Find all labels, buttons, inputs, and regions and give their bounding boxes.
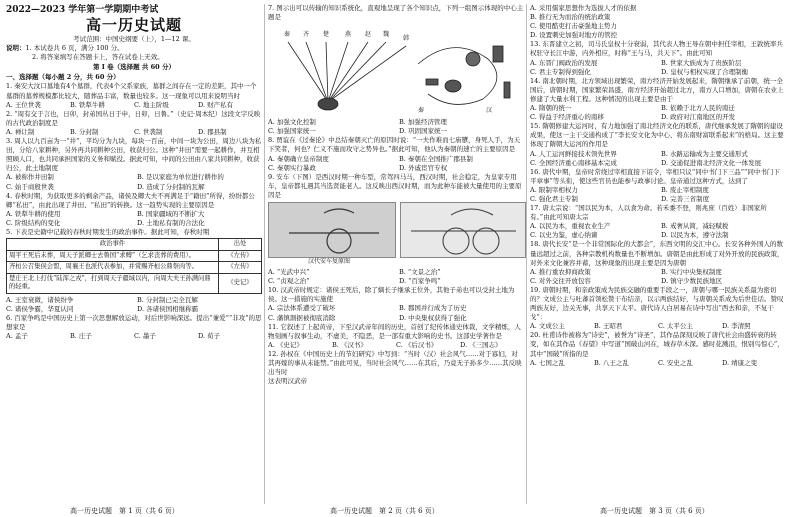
option[interactable]: A. 加强文化控制 <box>268 118 316 127</box>
option[interactable]: B. 铁犁牛耕 <box>70 100 105 109</box>
option[interactable]: D. 靖康之变 <box>722 358 758 367</box>
option[interactable]: A. 文成公主 <box>530 322 565 331</box>
option[interactable]: B. 推行无为而治的统治政策 <box>530 13 611 22</box>
column-divider <box>526 4 527 504</box>
option[interactable]: B. 世家大族成为了贵族阶层 <box>661 58 742 67</box>
question-12: 12. 孙权在《中国历史上的节妇研究》中写到：“当时（汉）社会风气……对于寡妇，对其再嫁的事从未能禁。”由此可见，当时社会风气……在其后，乃竟无子孙多少……其反映出当时 <box>268 349 522 377</box>
option[interactable]: B. 郡国并行成为了历史 <box>399 304 467 313</box>
state-label: 楚 <box>323 31 330 39</box>
option[interactable]: C. 得益于经济重心的南移 <box>530 113 604 122</box>
question-17: 17. 唐太宗说：“国以民为本，人以食为命。若禾黍不登，则兆庶（百姓）非国家所有。”由此可知唐太宗 <box>530 204 767 222</box>
option[interactable]: C. 《后汉书》 <box>396 340 438 349</box>
question-13: 13. 东晋建立之初，司马氏皇权十分衰弱，其代表人物王导在朝中担任宰相，王敦统率兵权驻守长江中游，内外相应，时称“王与马，共天下”。由此可知 <box>530 40 783 58</box>
option[interactable]: D. 设置刺史加强对地方的管控 <box>530 31 618 40</box>
option[interactable]: A. 七国之乱 <box>530 358 565 367</box>
option[interactable]: B. 水路运输成为主要交通形式 <box>661 149 748 158</box>
option[interactable]: C. 加强国家统一 <box>268 127 316 136</box>
option[interactable]: A. 王室衰微，诸侯纷争 <box>6 296 74 305</box>
question-11-options <box>268 341 524 350</box>
option[interactable]: B. 戒奢从简，减轻赋税 <box>661 222 729 231</box>
table-cell: 齐桓公召集侯会盟，周襄王也派代表参加，并赏赐齐桓公鼎祭肉等。 <box>7 262 219 274</box>
option[interactable]: B. 加强经济管理 <box>399 118 447 127</box>
option[interactable]: A. 人工运河鲜接技术领先世界 <box>530 149 617 158</box>
option[interactable]: D. 土地私有制的合法化 <box>137 218 205 227</box>
column-3 <box>530 4 786 368</box>
option[interactable]: D. 皇权与相权实现了合理制衡 <box>661 67 749 76</box>
option[interactable]: B. 依赖于北方人民的南迁 <box>661 104 735 113</box>
option[interactable]: D. 《三国志》 <box>460 340 502 349</box>
option[interactable]: B. 八王之乱 <box>594 358 629 367</box>
question-14: 14. 南北朝时期，北方领域出现繁荣，南方经济开始发展起来，隋朝继承了前朝，统一全国后，唐朝时期，国家繁荣昌盛，南方经济开始超过北方，南方人口增加，唐朝在农业上修建了大量水利工程。这种情况的出现主要是由于 <box>530 76 784 103</box>
state-label: 齐 <box>303 31 310 39</box>
option[interactable]: A. 《史记》 <box>268 340 303 349</box>
option[interactable]: D. 中央集权获得了强化 <box>399 313 467 322</box>
option[interactable]: C. 秦朝实行暴政 <box>268 163 316 172</box>
question-19: 19. 唐朝时期，和亲政策成为民族交融的重要手段之一，唐朝与哪一民族关系最为密切的？文成公主与吐蕃首领松赞干布结亲，以示两族结好，与唐朝关系成为后世佳话。赞叹两族友好，边关无事，共享天下太平。唐代诗人白居易在诗中写出“西去和亲，不复干戈”： <box>530 285 784 322</box>
option[interactable]: A. 推行重农抑商政策 <box>530 267 591 276</box>
column-1 <box>6 4 262 342</box>
option[interactable]: A. 禅让制 <box>6 127 35 136</box>
option[interactable]: C. 世袭制 <box>134 127 163 136</box>
option[interactable]: C. 藩镇割据被彻底消除 <box>268 313 336 322</box>
option[interactable]: D. 镇守少数民族地区 <box>661 276 723 285</box>
events-table <box>6 238 262 294</box>
question-3: 3. 周人以九百亩为一“井”，平均分为九块，每块一百亩，中间一块为公田，周边八块为私田，分给八家耕种，另外再共同耕种公田，收获归公。这种“井田”需要一起耕作，并互相照顾人口，也共同承担国家的义务和赋役。据此可知，中间的公田由八家共同耕种，收获归公，此土地制度 <box>6 137 262 173</box>
state-label: 汉 <box>486 107 493 115</box>
option[interactable]: A. “光武中兴” <box>268 268 310 277</box>
option[interactable]: C. 全国经济重心南移基本完成 <box>530 158 617 167</box>
option[interactable]: B. 秦朝在全国推广郡县制 <box>399 154 473 163</box>
table-cell: 《左传》 <box>219 262 262 274</box>
question-4-options <box>6 210 262 228</box>
option[interactable]: B. 国家疆域的不断扩大 <box>137 209 205 218</box>
table-cell: 周平王死后未葬，周天子派卿士去鲁国“求赙”（乞求丧葬的费用）。 <box>7 250 219 262</box>
page-footer-1: 高一历史试题 第 1 页（共 6 页） <box>70 507 179 515</box>
question-6-options <box>6 332 262 341</box>
option[interactable]: A. 铁犁牛耕的使用 <box>6 209 61 218</box>
question-7: 7. 图示出可以传输的知识系统化，直观地呈现了各个知识点，下列一组图示体现的中心主题是 <box>268 4 524 22</box>
option[interactable]: D. 以民为本，遵守法制 <box>661 231 729 240</box>
column-divider <box>264 4 265 504</box>
option[interactable]: D. 交通促进南北经济文化一体发展 <box>661 158 762 167</box>
state-label: 韩 <box>403 35 410 43</box>
option[interactable]: B. 是以家庭为单位进行耕作的 <box>137 173 224 182</box>
question-15: 15. 隋朝修建大运河时，有力地加强了南北经济文化的联系，唐代继承发展了隋朝的建设成果，使这一主干交通构成了“李长安文化为中心、将东南财富联系起来”的格局。这主要体现了隋朝大运河的作用是 <box>530 122 784 149</box>
question-12-tail: 这表明汉武帝 <box>268 377 307 386</box>
exam-year-line: 2022—2023 学年第一学期期中考试 <box>6 5 159 15</box>
option[interactable]: C. 阶级结构的变化 <box>6 218 61 227</box>
table-cell: 《左传》 <box>219 250 262 262</box>
option[interactable]: B. 分封制已完全瓦解 <box>137 296 198 305</box>
state-label: 秦 <box>284 31 291 39</box>
option[interactable]: C. 使用酷吏打击豪强地主势力 <box>530 22 617 31</box>
table-header: 政治事件 <box>7 239 219 251</box>
state-label: 秦 <box>418 107 425 115</box>
option[interactable]: C. 始于商殷世袭 <box>6 182 54 191</box>
question-15-options <box>530 150 786 168</box>
option[interactable]: A. 王位世袭 <box>6 100 41 109</box>
option[interactable]: A. 隋朝的统一 <box>530 104 572 113</box>
option[interactable]: A. 宗法体系遭受了破坏 <box>268 304 336 313</box>
option[interactable]: C. 地主阶级 <box>134 100 169 109</box>
option[interactable]: D. 各诸侯国相继称霸 <box>137 305 199 314</box>
option[interactable]: C. 对外交往开放包容 <box>530 276 591 285</box>
option[interactable]: B. 庄子 <box>70 332 92 341</box>
option[interactable]: D. 造成了分封制的瓦解 <box>137 182 205 191</box>
notes-label: 说明： <box>6 44 26 53</box>
option[interactable]: C. 以史为鉴，虚心纳谏 <box>530 231 598 240</box>
table-cell: 《史记》 <box>219 273 262 293</box>
option[interactable]: D. 外戚宦官专权 <box>399 163 448 172</box>
note-2: 2. 将答案填写在答题卡上，答在试卷上无效。 <box>32 53 164 62</box>
question-9: 9. 安车（下图）是西汉时期一种车型，常驾四马马，西汉时期，社会稳定，为皇家专用车，皇帝都礼遇其当选贤能老人。这反映出西汉时期，而为此种车能被大量使用的主要原因是 <box>268 172 522 199</box>
question-8-options <box>268 155 524 173</box>
option[interactable]: B. 王昭君 <box>594 322 623 331</box>
chariot-drawing <box>400 202 526 258</box>
exam-scope: 考试范围：中国史纲要（上），1—12 课。 <box>73 35 195 43</box>
option[interactable]: B. 《汉书》 <box>332 340 367 349</box>
option[interactable]: C. 强化君主专制 <box>530 194 578 203</box>
question-4: 4. 春秋时期，为获取更多的剩余产品，诸侯及卿大夫不再满足于“籍田”所得，纷纷都公卿“私田”，由此出现了井田、“私田”的转换。这一趋势实现的主要原因是 <box>6 191 255 209</box>
question-5: 5. 下表是史籍中记载的春秋时期发生的政治事件。据此可知，春秋时期 <box>6 227 210 236</box>
state-label: 魏 <box>383 31 390 39</box>
question-10-options <box>268 304 524 322</box>
option[interactable]: C. 安史之乱 <box>658 358 693 367</box>
option[interactable]: A. 采用儒家思想作为选拔人才的依据 <box>530 4 637 12</box>
note-1: 1. 本试卷共 6 页，满分 100 分。 <box>25 44 124 53</box>
option[interactable]: B. 废止宰相制度 <box>661 185 709 194</box>
table-header-row <box>7 239 262 251</box>
question-3-options <box>6 173 262 191</box>
question-17-options <box>530 222 786 240</box>
option[interactable]: C. 墨子 <box>134 332 156 341</box>
option[interactable]: D. 完善三省制度 <box>661 194 710 203</box>
option[interactable]: D. 郡县制 <box>198 127 227 136</box>
question-9-options <box>268 268 524 286</box>
question-20-options <box>530 359 786 368</box>
table-row <box>7 273 262 293</box>
coin-unification-figure <box>268 24 524 116</box>
state-label: 燕 <box>345 31 352 39</box>
coin-diagram <box>268 24 524 116</box>
section-heading: 一、选择题（每小题 2 分，共 60 分） <box>6 73 120 82</box>
option[interactable]: D. 政府对江南地区的开发 <box>661 113 736 122</box>
question-14-options <box>530 104 786 122</box>
question-12-options <box>530 4 786 40</box>
question-18-options <box>530 268 786 286</box>
question-8: 8. 贾谊在《过秦论》中总结秦朝灭亡的原因时说：“一夫作难而七庙隳，身死人手，为天下笑者，何也？仁义不施而攻守之势异也。”据此可知，他认为秦朝的速亡的主要原因是 <box>268 136 521 154</box>
option[interactable]: D. 荀子 <box>198 332 221 341</box>
exam-notes <box>6 44 262 53</box>
option[interactable]: B. “文景之治” <box>399 268 441 277</box>
question-2: 2. “周有交于言也，日卯，封弟国丛日于申，日卯，日鲁。”（史记·周本纪）这段文字反映的古代政治制度是 <box>6 109 261 127</box>
question-10: 10. 汉武帝时规定：诸侯王死后，除了嫡长子继承王位外，其他子弟也可以受封土地为侯。这一措施的实施使 <box>268 286 515 304</box>
table-header: 出处 <box>219 239 262 251</box>
option[interactable]: A. 秦朝确立皇帝制度 <box>268 154 329 163</box>
question-16-options <box>530 186 786 204</box>
option[interactable]: D. 李清照 <box>722 322 751 331</box>
question-16: 16. 唐代中期，皇帝时常绕过宰相直接下诏令，宰相只议“同中书门下三品”“同中书门下平章事”等头衔，使这些官员也能参与政事讨论。皇帝通过这种方式，达到了 <box>530 167 780 185</box>
question-19-options <box>530 322 786 331</box>
option[interactable]: C. 诸侯争霸，华夏认同 <box>6 305 74 314</box>
option[interactable]: D. 财产私有 <box>198 100 234 109</box>
question-6: 6. 百家争鸣是中国历史上第一次思想解放运动，对后世影响深远。提出“兼爱”“非攻”的思想家是 <box>6 314 262 332</box>
exam-title: 高一历史试题 <box>85 16 182 34</box>
option[interactable]: D. “百家争鸣” <box>399 277 441 286</box>
question-5-options <box>6 296 262 314</box>
option[interactable]: D. 巩固国家统一 <box>399 127 448 136</box>
option[interactable]: B. 分封制 <box>70 127 99 136</box>
column-2 <box>268 4 524 386</box>
question-2-options <box>6 128 262 137</box>
option[interactable]: A. 以民为本，重视农业生产 <box>530 222 611 231</box>
section-banner: 第 Ⅰ 卷（选择题 共 60 分） <box>93 63 175 72</box>
table-row <box>7 262 262 274</box>
option[interactable]: A. 东晋门阀政治的发展 <box>530 58 598 67</box>
question-1-options <box>6 101 262 110</box>
table-cell: 楚庄王北上打伐“陆浑之戎”，打到周天子疆域以内，向周大夫王孙满问鼎的轻重。 <box>7 273 219 293</box>
state-label: 赵 <box>365 31 372 39</box>
question-7-options <box>268 118 524 136</box>
question-20: 20. 杜甫诗作被称为“诗史”，被誉为“诗圣”，其作品深刻反映了唐代社会由盛转衰的转变，如在其作品《春望》中写道“国破山河在，城春草木深。感时花溅泪，恨别鸟惊心”，其中“国破”所指的是 <box>530 331 784 358</box>
option[interactable]: C. 君主专制得到强化 <box>530 67 591 76</box>
option[interactable]: A. 孟子 <box>6 332 28 341</box>
option[interactable]: A. 限制宰相权力 <box>530 185 578 194</box>
question-13-options <box>530 59 786 77</box>
page-footer-2: 高一历史试题 第 2 页（共 6 页） <box>330 507 439 515</box>
question-18: 18. 唐代长安“是一个非常国际化的大都会”，东西文明的交汇中心。长安各种外国人的数量远超过之前，各种宗教机构数量也不断增加。唐朝是由此形成了对外开放的民族政策，对外来文化兼容并蓄，这种现象的出现主要是因为唐朝 <box>530 240 784 267</box>
option[interactable]: A. 被称作井田制 <box>6 173 54 182</box>
figure-caption: 汉代安车复原图 <box>308 258 351 266</box>
question-1: 1. 秦安大汶口墓地有4个墓群，代表4个父系家族，墓群之间存在一定的差距，其中一个墓群的墓葬规模都比较大，随葬品丰富，数量也较多。这一现象可以用来说明当时 <box>6 82 257 100</box>
table-row <box>7 250 262 262</box>
chariot-photo <box>268 202 396 258</box>
option[interactable]: C. 太平公主 <box>658 322 693 331</box>
option[interactable]: B. 实行中央集权制度 <box>661 267 722 276</box>
page-footer-3: 高一历史试题 第 3 页（共 6 页） <box>600 507 709 515</box>
chariot-figure <box>268 202 524 266</box>
option[interactable]: C. “贞观之治” <box>268 277 310 286</box>
question-11: 11. 它叙述了上起黄帝，下至汉武帝年间的历史，首创了纪传体通史体裁，文学精炼，人物刻画与叙事生动，不虚美，不隐恶，是一部有重大影响的史书。这部史学著作是 <box>268 322 521 340</box>
